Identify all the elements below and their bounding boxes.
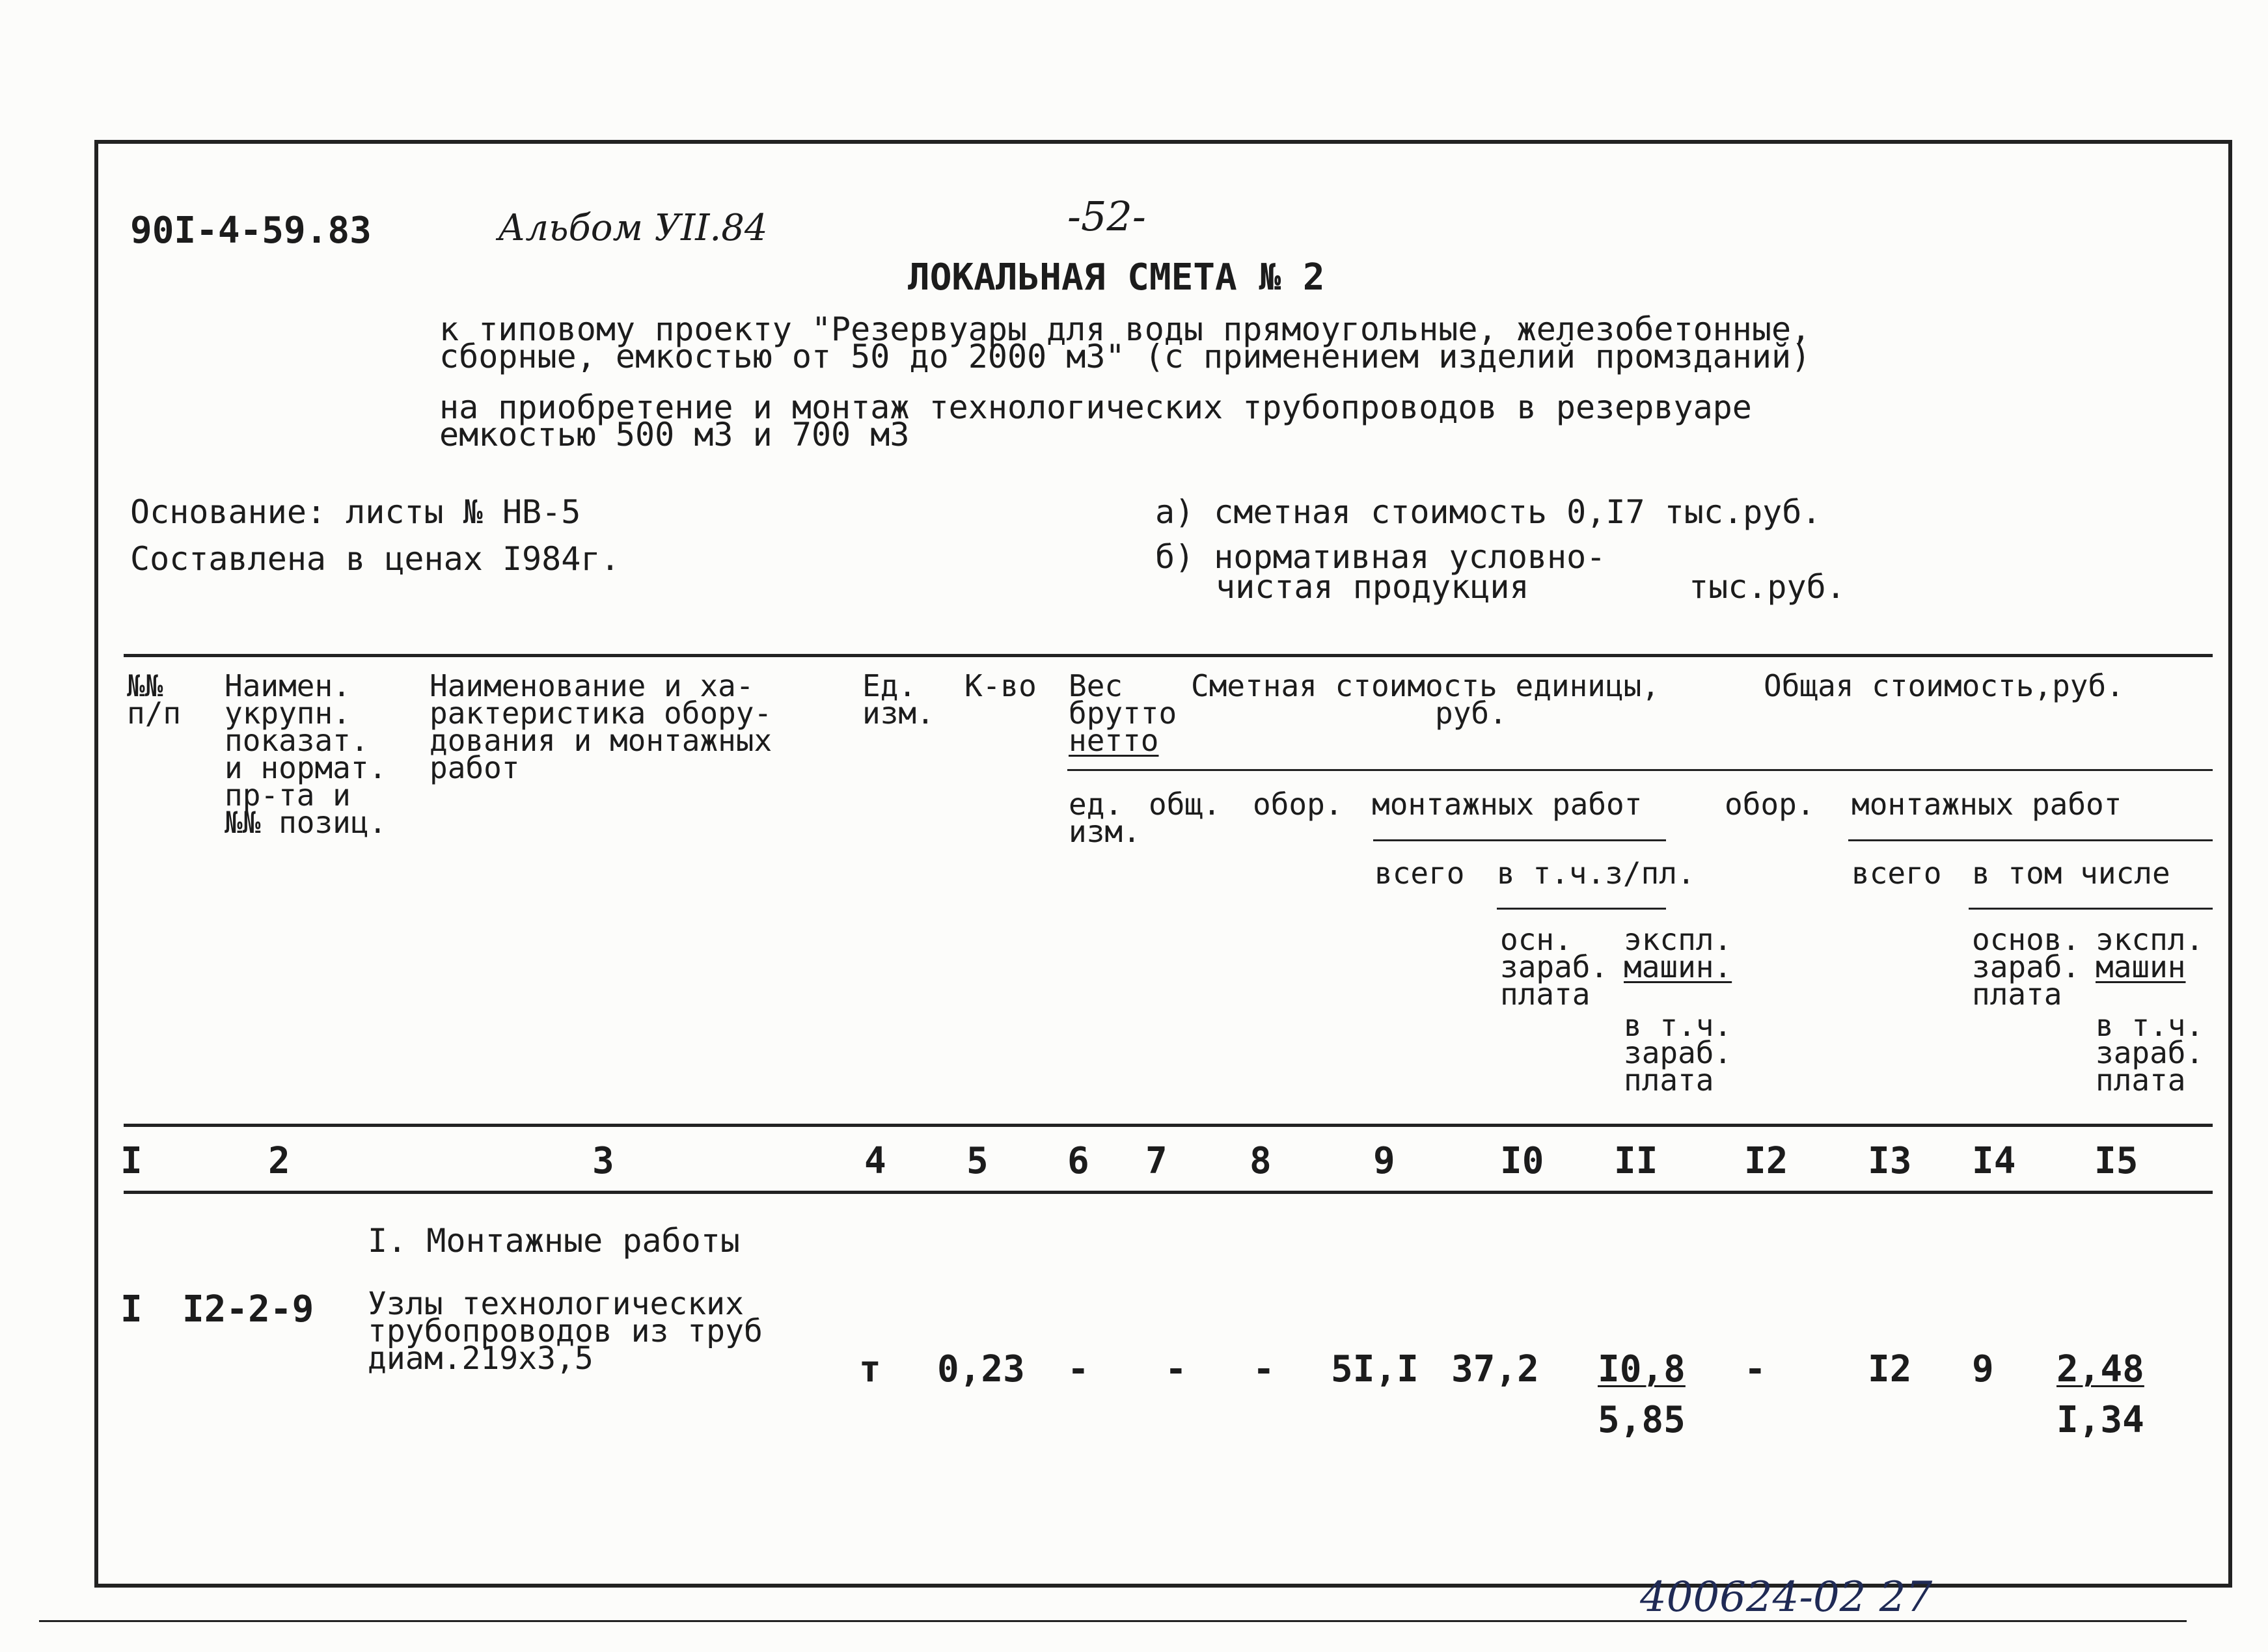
row-col8: - <box>1253 1348 1275 1390</box>
row-col9: 5I,I <box>1331 1348 1419 1390</box>
row-col6: - <box>1067 1348 1089 1390</box>
expl-line-2: машин. <box>1624 949 1732 984</box>
colnum-4: 4 <box>864 1140 886 1182</box>
vsego: всего <box>1374 856 1465 891</box>
rule-vtch <box>1497 908 1666 910</box>
col2-line-6: №№ позиц. <box>225 805 387 840</box>
colnum-12: I2 <box>1744 1140 1788 1182</box>
col2-line-3: показат. <box>225 723 369 758</box>
row-unit: т <box>859 1348 881 1390</box>
prices-line: Составлена в ценах I984г. <box>130 540 620 578</box>
colnum-13: I3 <box>1868 1140 1912 1182</box>
basis-line: Основание: листы № НВ-5 <box>130 493 581 531</box>
col2-line-1: Наимен. <box>225 668 351 703</box>
rule-mount-sub <box>1373 839 1666 841</box>
row-qty: 0,23 <box>937 1348 1025 1390</box>
osnov-line-1: основ. <box>1972 922 2081 957</box>
col3-line-2: рактеристика обору- <box>430 696 772 731</box>
purpose-line-2: емкостью 500 м3 и 700 м3 <box>439 416 910 454</box>
cost-b-line-2: чистая продукция <box>1216 568 1529 606</box>
osnov-line-2: зараб. <box>1972 949 2081 984</box>
row-name-line-1: Узлы технологических <box>368 1286 744 1322</box>
sub-unit-line-2: изм. <box>1069 814 1141 849</box>
osn-line-1: осн. <box>1500 922 1572 957</box>
sub-mount: монтажных работ <box>1372 787 1643 822</box>
expl2-line-1: экспл. <box>2096 922 2204 957</box>
vtom-chisle: в том числе <box>1972 856 2170 891</box>
colnum-1: I <box>120 1140 143 1182</box>
colnum-7: 7 <box>1145 1140 1168 1182</box>
col3-line-1: Наименование и ха- <box>430 668 754 703</box>
rule-col-numbers-top <box>124 1124 2213 1127</box>
sub-equip-2: обор. <box>1725 787 1815 822</box>
colnum-5: 5 <box>966 1140 989 1182</box>
col2-line-2: укрупн. <box>225 696 351 731</box>
cost-b-unit: тыс.руб. <box>1689 568 1846 606</box>
vtch-zp: в т.ч.з/пл. <box>1497 856 1695 891</box>
colnum-8: 8 <box>1250 1140 1272 1182</box>
col1-line-2: п/п <box>127 696 182 731</box>
osn-line-3: плата <box>1500 977 1591 1012</box>
expl-sub-line-1: в т.ч. <box>1624 1008 1732 1043</box>
colnum-15: I5 <box>2094 1140 2138 1182</box>
expl2-sub-line-1: в т.ч. <box>2096 1008 2204 1043</box>
album-label: Альбом УII.84 <box>498 207 768 249</box>
colnum-11: II <box>1614 1140 1658 1182</box>
purpose-line-1: на приобретение и монтаж технологических трубопроводов в резервуаре <box>439 388 1752 426</box>
row-col11-top: I0,8 <box>1598 1348 1686 1390</box>
total-cost-header: Общая стоимость,руб. <box>1764 668 2124 703</box>
colnum-10: I0 <box>1500 1140 1544 1182</box>
sub-unit-line-1: ед. <box>1069 787 1123 822</box>
colnum-2: 2 <box>268 1140 290 1182</box>
cost-a: а) сметная стоимость 0,I7 тыс.руб. <box>1155 493 1822 531</box>
expl-sub-line-2: зараб. <box>1624 1035 1732 1070</box>
col2-line-4: и нормат. <box>225 750 387 785</box>
osnov-line-3: плата <box>1972 977 2062 1012</box>
col3-line-3: дования и монтажных <box>430 723 772 758</box>
colnum-14: I4 <box>1972 1140 2016 1182</box>
col4-line-1: Ед. <box>862 668 917 703</box>
row-col7: - <box>1165 1348 1187 1390</box>
colnum-6: 6 <box>1067 1140 1089 1182</box>
unit-cost-rub: руб. <box>1435 696 1507 731</box>
colnum-9: 9 <box>1373 1140 1395 1182</box>
row-name-line-3: диам.219х3,5 <box>368 1340 594 1377</box>
doc-title: ЛОКАЛЬНАЯ СМЕТА № 2 <box>908 256 1325 299</box>
project-line-1: к типовому проекту "Резервуары для воды прямоугольные, железобетонные, <box>439 310 1811 348</box>
doc-code: 90I-4-59.83 <box>130 210 372 252</box>
row-name-line-2: трубопроводов из труб <box>368 1313 763 1349</box>
row-col14: 9 <box>1972 1348 1994 1390</box>
col6-line-2: брутто <box>1069 696 1177 731</box>
sub-total: общ. <box>1149 787 1221 822</box>
table-top-rule <box>124 654 2213 657</box>
col1-line-1: №№ <box>127 668 163 703</box>
sub-equip: обор. <box>1253 787 1343 822</box>
page-number: -52- <box>1067 193 1146 240</box>
handwritten-archive-number: 400624-02 27 <box>1640 1573 1933 1621</box>
colnum-3: 3 <box>592 1140 614 1182</box>
col5-header: К-во <box>964 668 1037 703</box>
col6-line-1: Вес <box>1069 668 1123 703</box>
row-col12: - <box>1744 1348 1766 1390</box>
rule-col-numbers-bottom <box>124 1191 2213 1194</box>
row-col15-top: 2,48 <box>2056 1348 2144 1390</box>
row-code: I2-2-9 <box>182 1288 314 1331</box>
col2-line-5: пр-та и <box>225 778 351 813</box>
row-col13: I2 <box>1868 1348 1912 1390</box>
cost-b-line-1: б) нормативная условно- <box>1155 538 1606 576</box>
row-col11-bottom: 5,85 <box>1598 1399 1686 1441</box>
row-number: I <box>120 1288 143 1331</box>
row-col15-bottom: I,34 <box>2056 1399 2144 1441</box>
sub-mount-2: монтажных работ <box>1851 787 2122 822</box>
project-line-2: сборные, емкостью от 50 до 2000 м3" (с применением изделий промзданий) <box>439 338 1811 375</box>
vsego-2: всего <box>1851 856 1942 891</box>
unit-cost-header: Сметная стоимость единицы, <box>1191 668 1660 703</box>
expl2-sub-line-3: плата <box>2096 1063 2186 1098</box>
section-heading: I. Монтажные работы <box>368 1222 740 1260</box>
row-col10: 37,2 <box>1451 1348 1539 1390</box>
rule-vtom <box>1969 908 2213 910</box>
expl2-line-2: машин <box>2096 949 2186 984</box>
expl-line-1: экспл. <box>1624 922 1732 957</box>
expl2-sub-line-2: зараб. <box>2096 1035 2204 1070</box>
expl-sub-line-3: плата <box>1624 1063 1714 1098</box>
rule-mount-sub-2 <box>1848 839 2213 841</box>
rule-subheader <box>1067 769 2213 771</box>
col6-line-3: нетто <box>1069 723 1159 758</box>
col4-line-2: изм. <box>862 696 935 731</box>
col3-line-4: работ <box>430 750 520 785</box>
osn-line-2: зараб. <box>1500 949 1609 984</box>
